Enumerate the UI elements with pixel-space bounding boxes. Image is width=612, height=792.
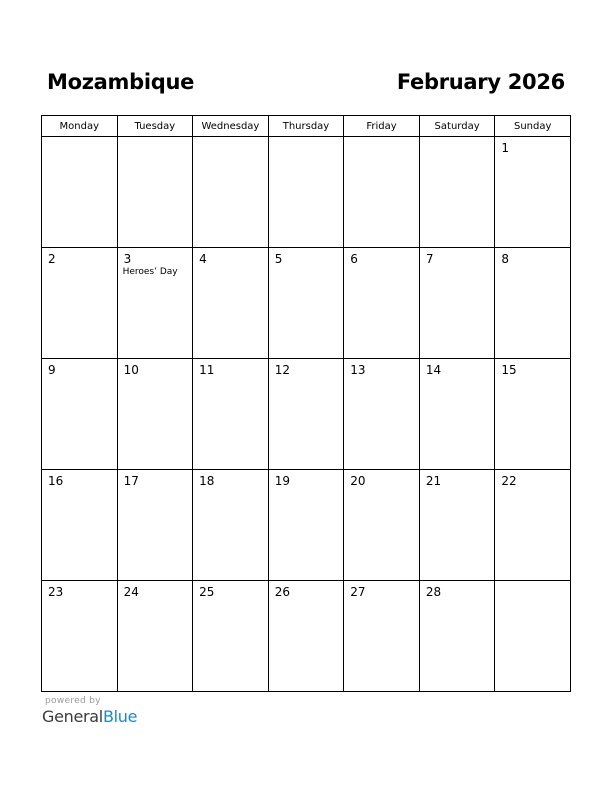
day-cell-21 bbox=[419, 470, 495, 581]
day-number: 24 bbox=[123, 585, 139, 599]
week-row bbox=[42, 359, 571, 470]
day-number: 28 bbox=[425, 585, 442, 599]
weekday-sunday: Sunday bbox=[495, 116, 571, 137]
day-number: 14 bbox=[425, 363, 442, 377]
day-cell-9 bbox=[42, 359, 118, 470]
day-number: 8 bbox=[501, 252, 510, 266]
empty-day-cell bbox=[193, 137, 269, 248]
day-cell-19 bbox=[268, 470, 344, 581]
empty-day-cell bbox=[344, 137, 420, 248]
day-number: 26 bbox=[274, 585, 290, 599]
day-number: 19 bbox=[274, 474, 290, 488]
day-cell-23 bbox=[42, 581, 118, 692]
day-number: 22 bbox=[501, 474, 517, 488]
day-number: 25 bbox=[199, 585, 215, 599]
brand-general: General bbox=[42, 707, 103, 726]
month-title: February 2026 bbox=[396, 70, 565, 94]
day-number: 2 bbox=[48, 252, 56, 266]
country-title: Mozambique bbox=[47, 70, 195, 94]
day-cell-10 bbox=[117, 359, 193, 470]
footer-branding bbox=[42, 696, 137, 726]
day-cell-14 bbox=[419, 359, 495, 470]
generalblue-logo[interactable] bbox=[42, 707, 137, 726]
holiday-label: Heroes’ Day bbox=[122, 267, 178, 277]
day-cell-11 bbox=[193, 359, 269, 470]
day-number: 5 bbox=[274, 252, 283, 266]
day-cell-3 bbox=[117, 248, 193, 359]
day-number: 20 bbox=[350, 474, 366, 488]
day-number: 4 bbox=[199, 252, 207, 266]
day-cell-27 bbox=[344, 581, 420, 692]
weekday-wednesday: Wednesday bbox=[193, 116, 269, 137]
day-number: 17 bbox=[123, 474, 139, 488]
day-cell-20 bbox=[344, 470, 420, 581]
day-number: 10 bbox=[123, 363, 139, 377]
calendar-body bbox=[42, 137, 571, 692]
day-number: 9 bbox=[48, 363, 56, 377]
day-cell-7 bbox=[419, 248, 495, 359]
empty-day-cell bbox=[42, 137, 118, 248]
day-number: 15 bbox=[501, 363, 517, 377]
brand-blue: Blue bbox=[102, 707, 138, 726]
weekday-tuesday: Tuesday bbox=[117, 116, 193, 137]
day-number: 11 bbox=[199, 363, 215, 377]
day-cell-13 bbox=[344, 359, 420, 470]
day-number: 21 bbox=[425, 474, 442, 488]
week-row bbox=[42, 581, 571, 692]
day-cell-15 bbox=[495, 359, 571, 470]
day-cell-4 bbox=[193, 248, 269, 359]
day-cell-1 bbox=[495, 137, 571, 248]
day-cell-18 bbox=[193, 470, 269, 581]
weekday-thursday: Thursday bbox=[268, 116, 344, 137]
weekday-monday: Monday bbox=[42, 116, 118, 137]
empty-day-cell bbox=[495, 581, 571, 692]
day-cell-12 bbox=[268, 359, 344, 470]
day-number: 16 bbox=[48, 474, 64, 488]
empty-day-cell bbox=[117, 137, 193, 248]
weekday-friday: Friday bbox=[344, 116, 420, 137]
day-number: 23 bbox=[48, 585, 64, 599]
day-number: 6 bbox=[350, 252, 358, 266]
day-cell-24 bbox=[117, 581, 193, 692]
day-cell-25 bbox=[193, 581, 269, 692]
week-row bbox=[42, 137, 571, 248]
empty-day-cell bbox=[419, 137, 495, 248]
day-cell-5 bbox=[268, 248, 344, 359]
day-cell-6 bbox=[344, 248, 420, 359]
powered-by-text: powered by bbox=[45, 696, 101, 706]
weekday-header-row bbox=[42, 116, 571, 137]
week-row bbox=[42, 248, 571, 359]
day-cell-17 bbox=[117, 470, 193, 581]
day-number: 13 bbox=[350, 363, 366, 377]
day-number: 18 bbox=[199, 474, 215, 488]
week-row bbox=[42, 470, 571, 581]
day-number: 27 bbox=[350, 585, 366, 599]
empty-day-cell bbox=[268, 137, 344, 248]
day-cell-16 bbox=[42, 470, 118, 581]
day-cell-26 bbox=[268, 581, 344, 692]
day-number: 12 bbox=[274, 363, 290, 377]
day-number: 7 bbox=[425, 252, 434, 266]
day-cell-28 bbox=[419, 581, 495, 692]
day-number: 3 bbox=[123, 252, 132, 266]
day-cell-2 bbox=[42, 248, 118, 359]
day-cell-22 bbox=[495, 470, 571, 581]
calendar-grid bbox=[41, 115, 571, 692]
day-number: 1 bbox=[501, 141, 510, 155]
day-cell-8 bbox=[495, 248, 571, 359]
weekday-saturday: Saturday bbox=[419, 116, 495, 137]
